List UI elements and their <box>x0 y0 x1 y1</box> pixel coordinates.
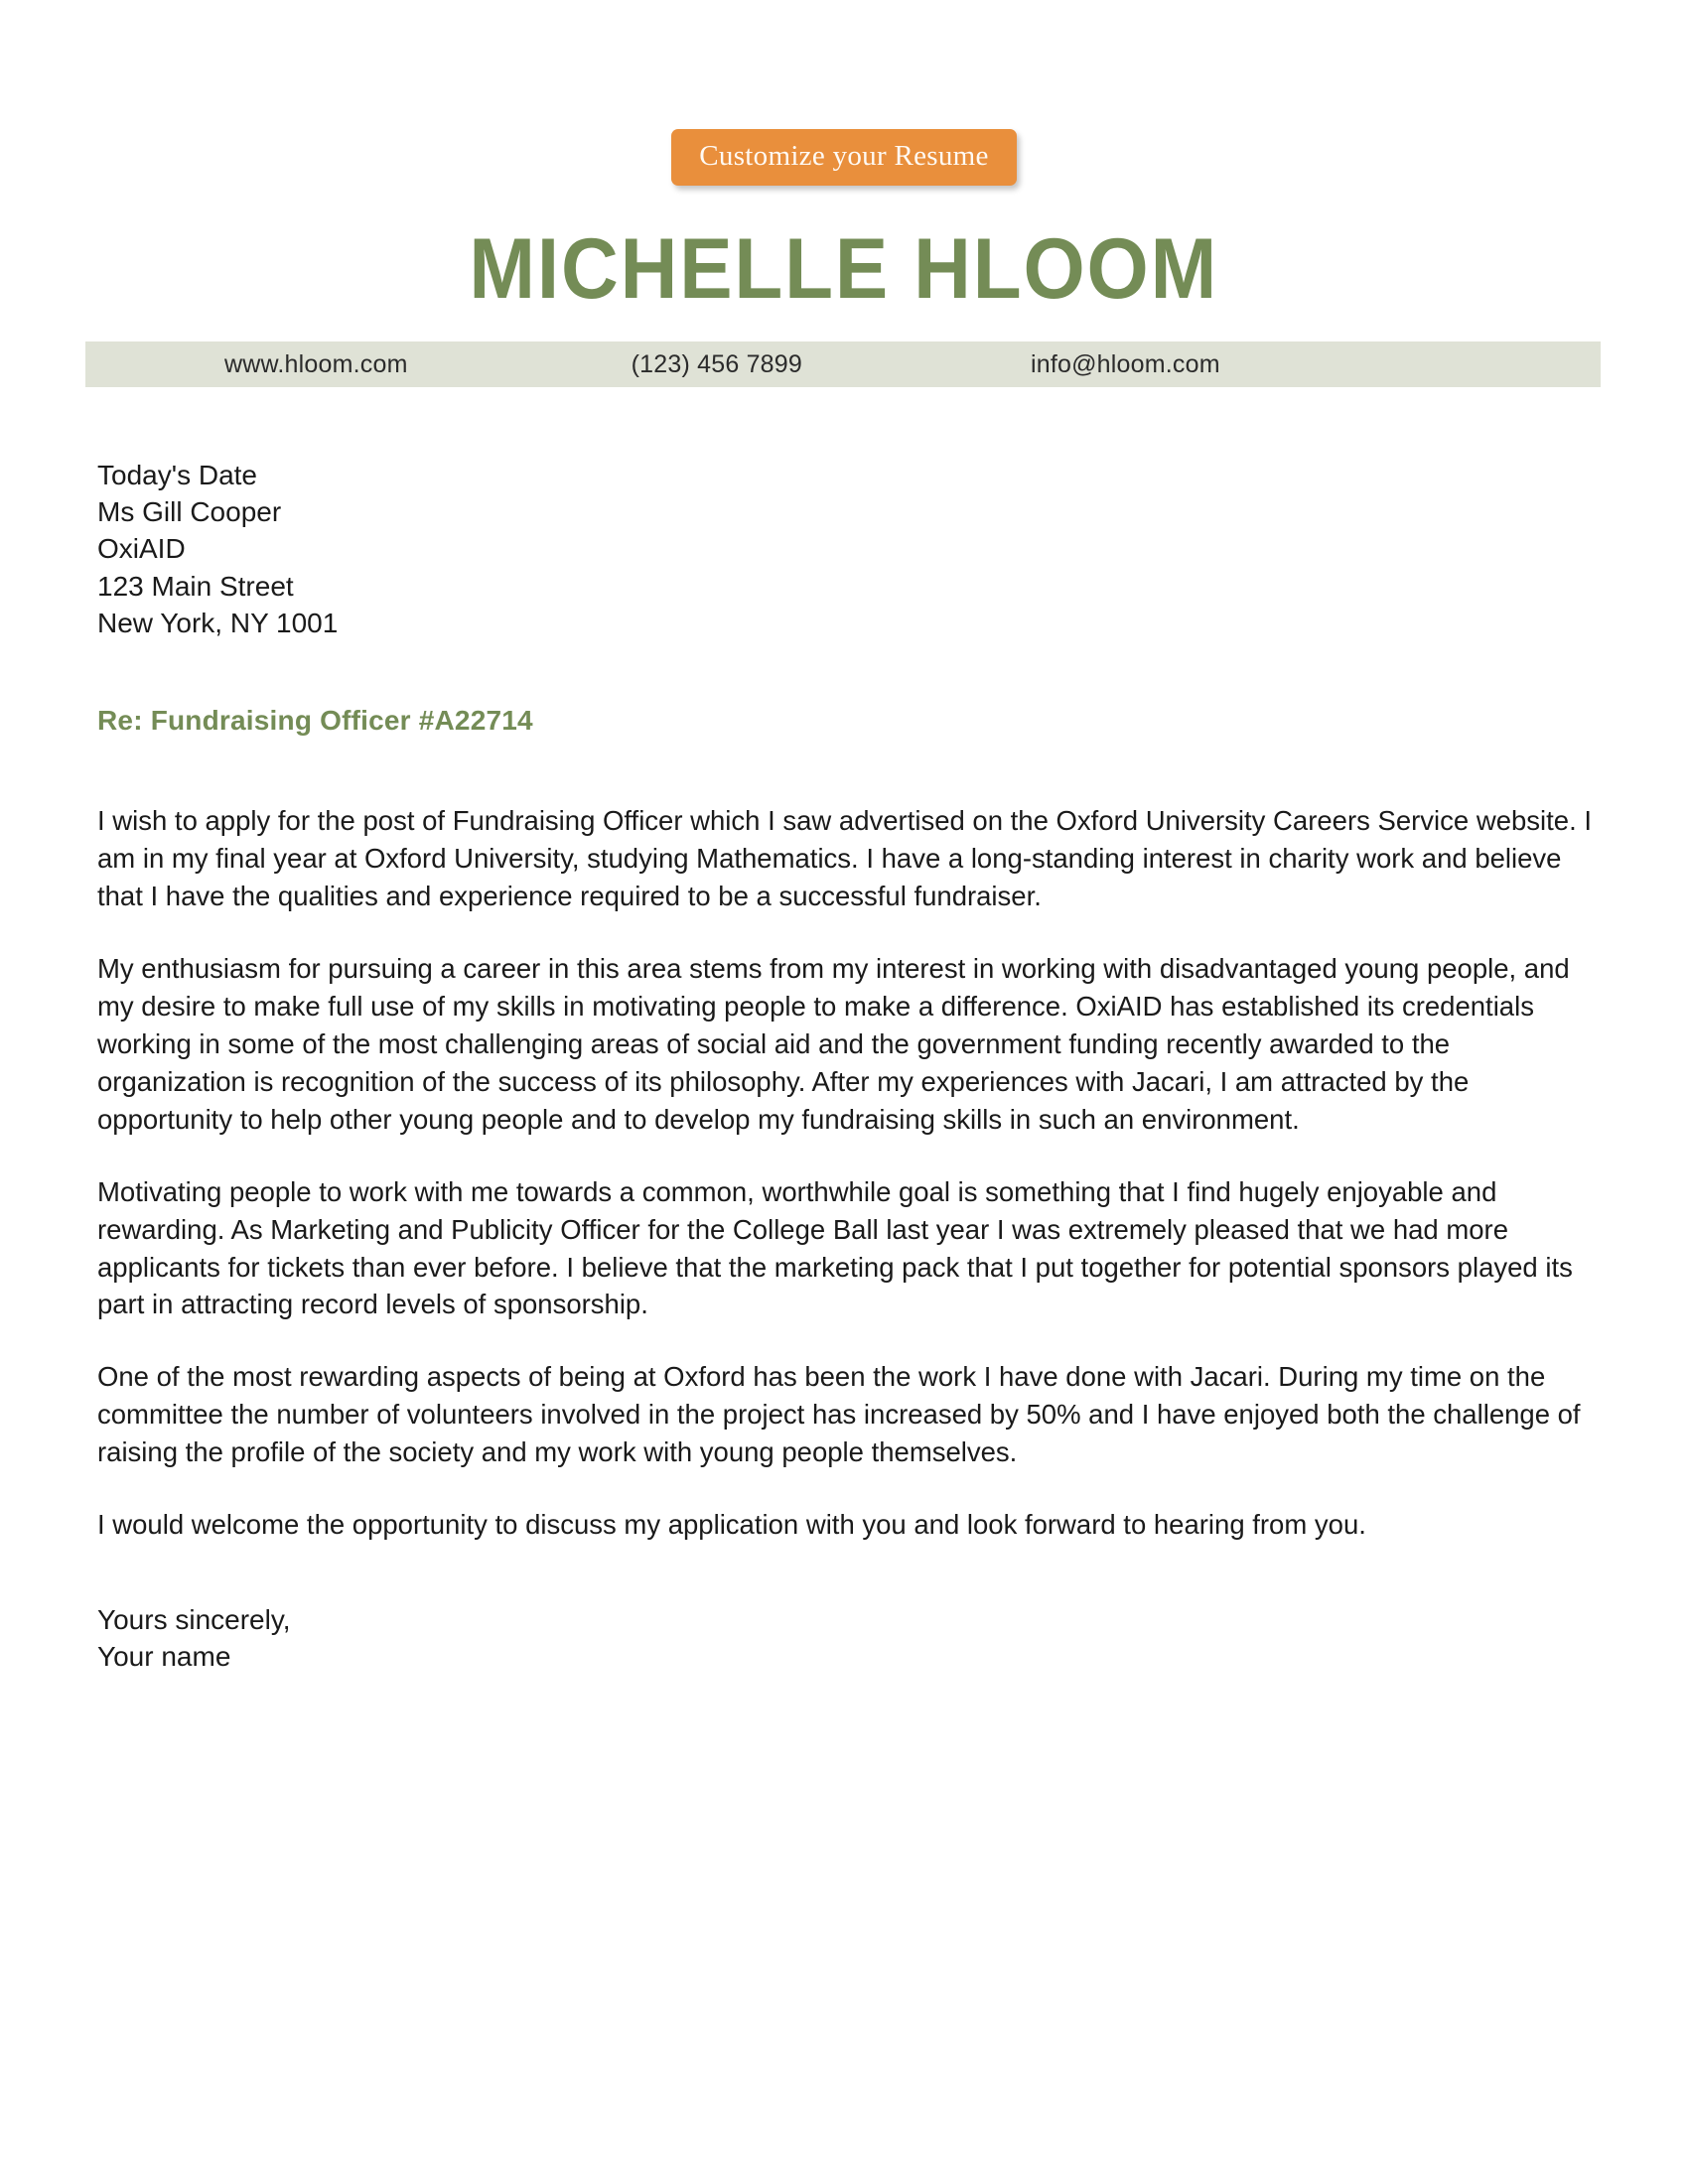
closing-signature: Your name <box>97 1641 231 1673</box>
recipient-line-name: Ms Gill Cooper <box>97 496 282 528</box>
letter-paragraph-5: I would welcome the opportunity to discuss my application with you and look forward to hearing from you. <box>97 1509 1366 1541</box>
recipient-line-date: Today's Date <box>97 460 257 490</box>
contact-email[interactable]: info@hloom.com <box>1031 349 1220 378</box>
subject-line: Re: Fundraising Officer #A22714 <box>97 705 533 737</box>
contact-website[interactable]: www.hloom.com <box>224 349 408 378</box>
closing-block <box>97 1544 1595 1675</box>
recipient-line-city: New York, NY 1001 <box>97 607 339 638</box>
customize-resume-button[interactable]: Customize your Resume <box>671 129 1016 186</box>
recipient-line-company: OxiAID <box>97 533 186 565</box>
name-header <box>0 221 1688 317</box>
recipient-line-street: 123 Main Street <box>97 570 294 602</box>
recipient-block <box>97 457 1595 641</box>
contact-bar <box>85 341 1601 387</box>
closing-salutation: Yours sincerely, <box>97 1604 291 1636</box>
letter-paragraph-2: My enthusiasm for pursuing a career in this area stems from my interest in working with disadvantaged young people, and my desire to make full use of my skills in motivating people to make a difference. OxiAID has established its credentials working in some of the most challenging areas of social aid and the government funding recently awarded to the organization is recognition of the success of its philosophy. After my experiences with Jacari, I am attracted by the opportunity to help other young people and to develop my fundraising skills in such an environment. <box>97 952 1570 1135</box>
letter-paragraphs <box>97 737 1595 1544</box>
letter-paragraph-4: One of the most rewarding aspects of being at Oxford has been the work I have done with Jacari. During my time on the committee the number of volunteers involved in the project has increased by 50% and I have enjoyed both the challenge of raising the profile of the society and my work with young people themselves. <box>97 1361 1581 1468</box>
customize-resume-banner <box>0 129 1688 186</box>
candidate-name: MICHELLE HLOOM <box>469 221 1219 317</box>
letter-paragraph-3: Motivating people to work with me towards a common, worthwhile goal is something that I find hugely enjoyable and rewarding. As Marketing and Publicity Officer for the College Ball last year I was extremely pleased that we had more applicants for tickets than ever before. I believe that the marketing pack that I put together for potential sponsors played its part in attracting record levels of sponsorship. <box>97 1175 1573 1320</box>
letter-paragraph-1: I wish to apply for the post of Fundraising Officer which I saw advertised on the Oxford University Careers Service website. I am in my final year at Oxford University, studying Mathematics. I have a long-standing interest in charity work and believe that I have the qualities and experience required to be a successful fundraiser. <box>97 805 1593 912</box>
letter-body <box>97 457 1595 1676</box>
contact-phone[interactable]: (123) 456 7899 <box>631 349 802 378</box>
